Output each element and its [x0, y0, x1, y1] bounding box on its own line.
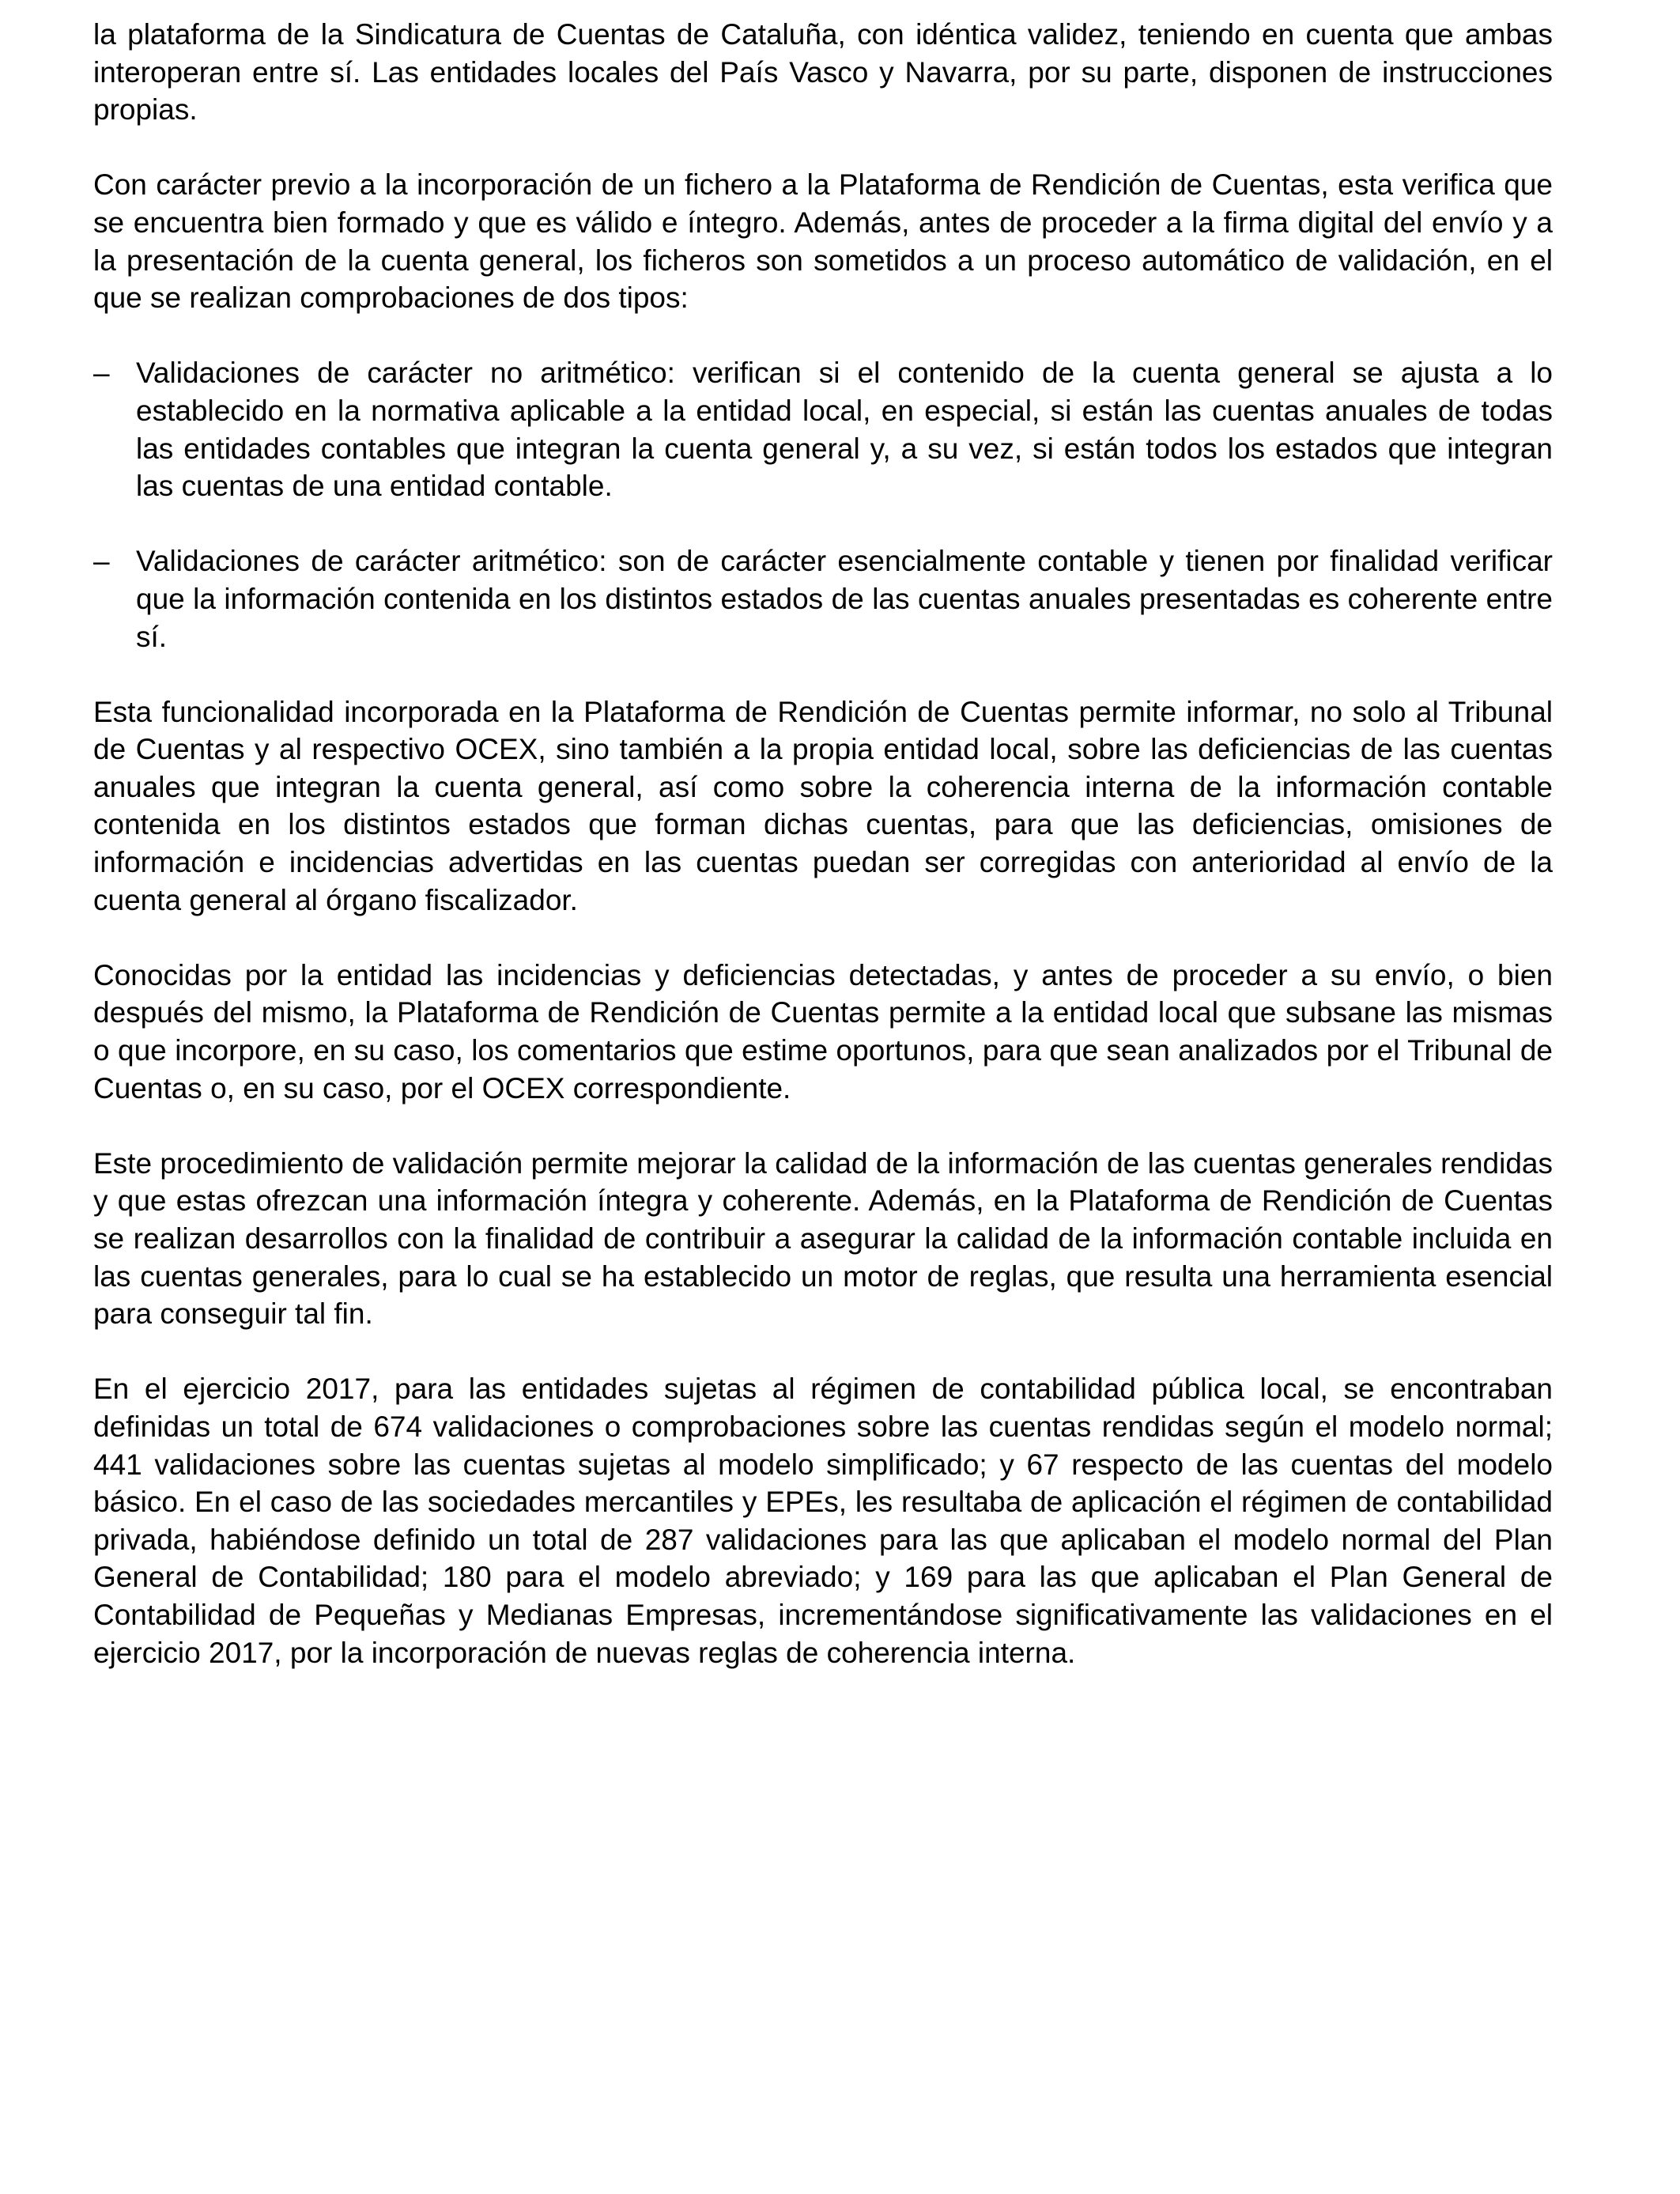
- validation-types-list: [93, 354, 1553, 655]
- paragraph-interoperability: la plataforma de la Sindicatura de Cuentas de Cataluña, con idéntica validez, teniendo en cuenta que ambas interoperan entre sí. Las entidades locales del País Vasco y Navarra, por su parte, disponen de instrucciones propias.: [93, 18, 1553, 127]
- paragraph-functionality: Esta funcionalidad incorporada en la Plataforma de Rendición de Cuentas permite informar, no solo al Tribunal de Cuentas y al respectivo OCEX, sino también a la propia entidad local, sobre las deficiencias de las cuentas anuales que integran la cuenta general, así como sobre la coherencia interna de la información contable contenida en los distintos estados que forman dichas cuentas, para que las deficiencias, omisiones de información e incidencias advertidas en las cuentas puedan ser corregidas con anterioridad al envío de la cuenta general al órgano fiscalizador.: [93, 695, 1553, 916]
- list-item-non-arithmetic: [93, 354, 1553, 504]
- paragraph-2017-validations: En el ejercicio 2017, para las entidades sujetas al régimen de contabilidad pública local, se encontraban definidas un total de 674 validaciones o comprobaciones sobre las cuentas rendidas según el modelo normal; 441 validaciones sobre las cuentas sujetas al modelo simplificado; y 67 respecto de las cuentas del modelo básico. En el caso de las sociedades mercantiles y EPEs, les resultaba de aplicación el régimen de contabilidad privada, habiéndose definido un total de 287 validaciones para las que aplicaban el modelo normal del Plan General de Contabilidad; 180 para el modelo abreviado; y 169 para las que aplicaban el Plan General de Contabilidad de Pequeñas y Medianas Empresas, incrementándose significativamente las validaciones en el ejercicio 2017, por la incorporación de nuevas reglas de coherencia interna.: [93, 1373, 1553, 1669]
- dash-bullet-icon: –: [93, 357, 110, 390]
- list-item-arithmetic: [93, 542, 1553, 655]
- paragraph-incidents: Conocidas por la entidad las incidencias y deficiencias detectadas, y antes de proceder a su envío, o bien después del mismo, la Plataforma de Rendición de Cuentas permite a la entidad local que subsane las mismas o que incorpore, en su caso, los comentarios que estime oportunos, para que sean analizados por el Tribunal de Cuentas o, en su caso, por el OCEX correspondiente.: [93, 958, 1553, 1105]
- document-page: [93, 16, 1553, 1709]
- list-item-text: Validaciones de carácter aritmético: son de carácter esencialmente contable y tienen por finalidad verificar que la información contenida en los distintos estados de las cuentas anuales presentadas es coherente entre sí.: [136, 545, 1553, 653]
- paragraph-validation-process: Con carácter previo a la incorporación de un fichero a la Plataforma de Rendición de Cuentas, esta verifica que se encuentra bien formado y que es válido e íntegro. Además, antes de proceder a la firma digital del envío y a la presentación de la cuenta general, los ficheros son sometidos a un proceso automático de validación, en el que se realizan comprobaciones de dos tipos:: [93, 168, 1553, 315]
- list-item-text: Validaciones de carácter no aritmético: verifican si el contenido de la cuenta general se ajusta a lo establecido en la normativa aplicable a la entidad local, en especial, si están las cuentas anuales de todas las entidades contables que integran la cuenta general y, a su vez, si están todos los estados que integran las cuentas de una entidad contable.: [136, 357, 1553, 503]
- dash-bullet-icon: –: [93, 545, 110, 578]
- paragraph-procedure-quality: Este procedimiento de validación permite mejorar la calidad de la información de las cuentas generales rendidas y que estas ofrezcan una información íntegra y coherente. Además, en la Plataforma de Rendición de Cuentas se realizan desarrollos con la finalidad de contribuir a asegurar la calidad de la información contable incluida en las cuentas generales, para lo cual se ha establecido un motor de reglas, que resulta una herramienta esencial para conseguir tal fin.: [93, 1146, 1553, 1331]
